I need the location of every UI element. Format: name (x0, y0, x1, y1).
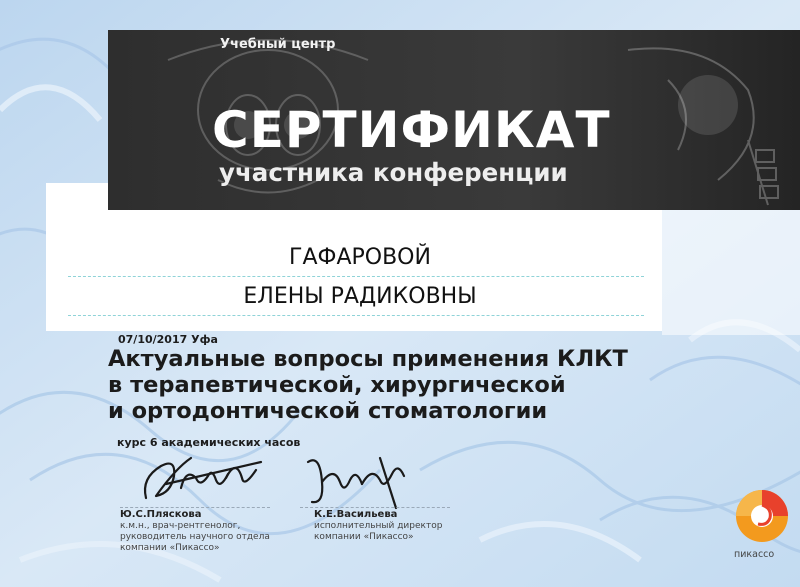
topic-line: и ортодонтической стоматологии (108, 398, 548, 424)
certificate-subtitle: участника конференции (219, 158, 568, 187)
recipient-surname: ГАФАРОВОЙ (289, 245, 431, 270)
event-topic (108, 346, 708, 424)
signatory-1-role (120, 521, 270, 554)
signature-2-line (300, 507, 450, 508)
topic-line: в терапевтической, хирургической (108, 372, 566, 398)
name-panel-fade (662, 210, 800, 335)
role-line: руководитель научного отдела (120, 532, 270, 542)
signature-1-image (136, 448, 266, 510)
role-line: компании «Пикассо» (120, 543, 220, 553)
picasso-logo-icon (734, 488, 790, 544)
name-divider-1 (68, 276, 644, 277)
course-hours: курс 6 академических часов (117, 436, 301, 449)
name-divider-2 (68, 315, 644, 316)
certificate-title: СЕРТИФИКАТ (212, 101, 611, 159)
role-line: исполнительный директор (314, 521, 443, 531)
role-line: к.м.н., врач-рентгенолог, (120, 521, 241, 531)
topic-line: Актуальные вопросы применения КЛКТ (108, 346, 628, 372)
training-center-label: Учебный центр (220, 37, 336, 52)
signature-2-image (300, 452, 420, 512)
recipient-given-names: ЕЛЕНЫ РАДИКОВНЫ (243, 284, 477, 309)
signatory-2-name: К.Е.Васильева (314, 509, 398, 520)
signatory-2-role (314, 521, 442, 543)
signature-1-line (120, 507, 270, 508)
role-line: компании «Пикассо» (314, 532, 414, 542)
event-date-place: 07/10/2017 Уфа (118, 333, 218, 346)
logo-wordmark: пикассо (734, 549, 775, 560)
signatory-1-name: Ю.С.Пляскова (120, 509, 202, 520)
